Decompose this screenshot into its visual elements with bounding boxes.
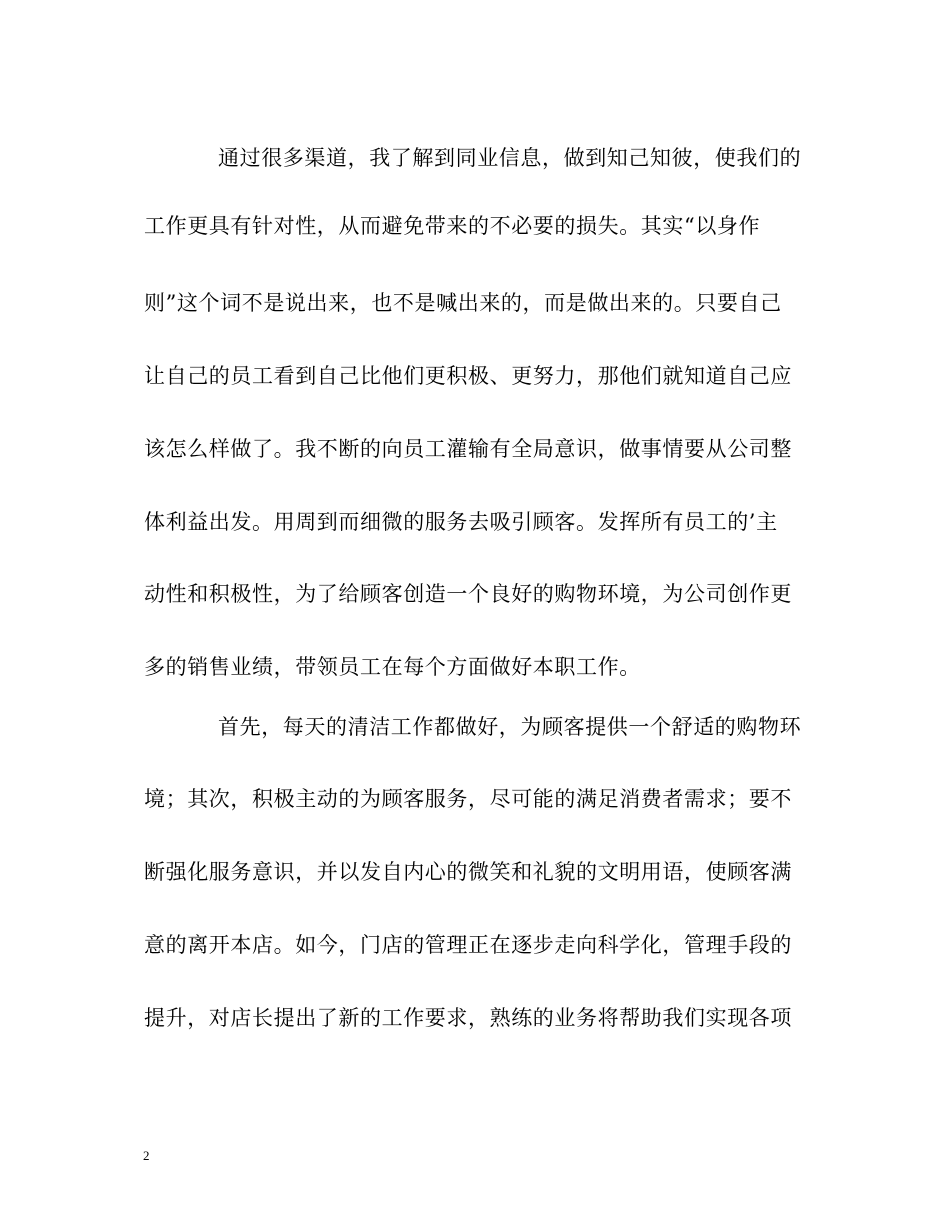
paragraph-2-line-3: 断强化服务意识，并以发自内心的微笑和礼貌的文明用语，使顾客满 — [144, 860, 792, 884]
paragraph-2-line-4: 意的离开本店。如今，门店的管理正在逐步走向科学化，管理手段的 — [144, 933, 792, 957]
paragraph-1-line-6: 体利益出发。用周到而细微的服务去吸引顾客。发挥所有员工的’主 — [144, 510, 778, 534]
paragraph-1-line-5: 该怎么样做了。我不断的向员工灌输有全局意识，做事情要从公司整 — [144, 437, 792, 461]
paragraph-1-line-4: 让自己的员工看到自己比他们更积极、更努力，那他们就知道自己应 — [144, 364, 792, 388]
paragraph-2-line-5: 提升，对店长提出了新的工作要求，熟练的业务将帮助我们实现各项 — [144, 1006, 792, 1030]
paragraph-1-line-2: 工作更具有针对性，从而避免带来的不必要的损失。其实“以身作 — [144, 214, 761, 238]
paragraph-2-line-2: 境；其次，积极主动的为顾客服务，尽可能的满足消费者需求；要不 — [144, 787, 792, 811]
paragraph-1-line-7: 动性和积极性，为了给顾客创造一个良好的购物环境，为公司创作更 — [144, 582, 792, 606]
paragraph-2-line-1: 首先，每天的清洁工作都做好，为顾客提供一个舒适的购物环 — [218, 715, 802, 739]
page-number: 2 — [143, 1148, 150, 1163]
paragraph-1-line-8: 多的销售业绩，带领员工在每个方面做好本职工作。 — [144, 655, 641, 679]
paragraph-1-line-1: 通过很多渠道，我了解到同业信息，做到知己知彼，使我们的 — [218, 146, 802, 170]
paragraph-1-line-3: 则”这个词不是说出来，也不是喊出来的，而是做出来的。只要自己 — [144, 291, 782, 315]
